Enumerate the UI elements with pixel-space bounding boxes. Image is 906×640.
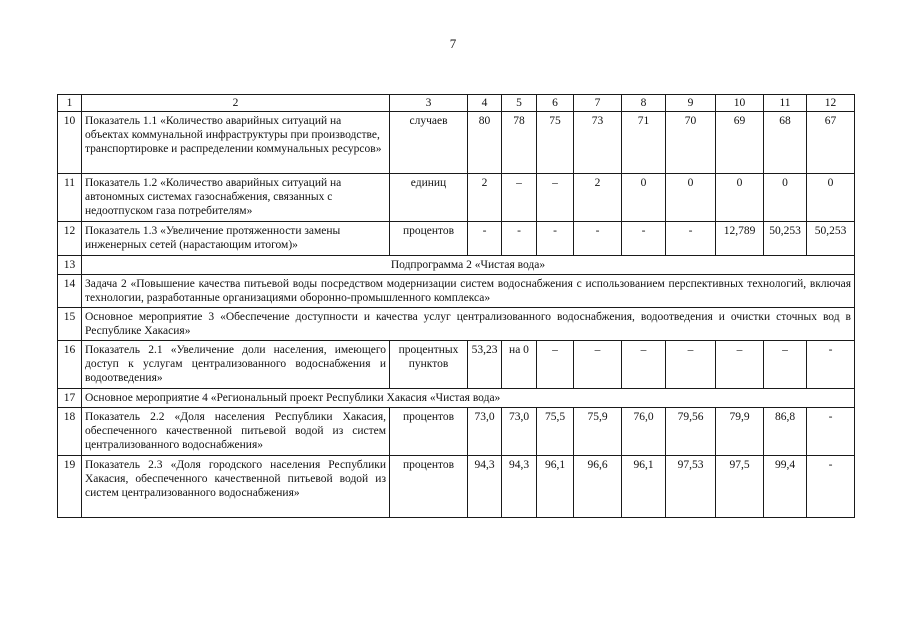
header-cell: 4 (468, 95, 502, 112)
value-cell: 0 (666, 174, 716, 222)
table-row (58, 256, 855, 275)
header-cell: 12 (807, 95, 855, 112)
table-row (58, 389, 855, 408)
value-cell: – (666, 341, 716, 389)
unit-cell: процентных пунктов (390, 341, 468, 389)
value-cell: - (502, 222, 537, 256)
activity-heading: Основное мероприятие 3 «Обеспечение доступности и качества услуг централизованного водоснабжения, водоотведения и очистки сточных вод в Республике Хакасия» (82, 308, 855, 341)
value-cell: 71 (622, 112, 666, 174)
table-row (58, 174, 855, 222)
value-cell: - (807, 408, 855, 456)
row-number: 10 (58, 112, 82, 174)
row-number: 14 (58, 275, 82, 308)
value-cell: - (807, 341, 855, 389)
header-cell: 6 (537, 95, 574, 112)
value-cell: 96,6 (574, 456, 622, 518)
row-number: 13 (58, 256, 82, 275)
activity-heading: Основное мероприятие 4 «Региональный проект Республики Хакасия «Чистая вода» (82, 389, 855, 408)
value-cell: - (666, 222, 716, 256)
value-cell: 53,23 (468, 341, 502, 389)
value-cell: 0 (807, 174, 855, 222)
row-number: 15 (58, 308, 82, 341)
value-cell: – (574, 341, 622, 389)
indicator-table (57, 94, 855, 518)
header-cell: 11 (764, 95, 807, 112)
table-row (58, 408, 855, 456)
table-row (58, 456, 855, 518)
unit-cell: единиц (390, 174, 468, 222)
value-cell: - (574, 222, 622, 256)
value-cell: - (807, 456, 855, 518)
indicator-name: Показатель 1.3 «Увеличение протяженности замены инженерных сетей (нарастающим итогом)» (82, 222, 390, 256)
unit-cell: случаев (390, 112, 468, 174)
value-cell: 80 (468, 112, 502, 174)
indicator-name: Показатель 2.1 «Увеличение доли населения, имеющего доступ к услугам централизованного водоснабжения и водоотведения» (82, 341, 390, 389)
value-cell: – (502, 174, 537, 222)
value-cell: – (537, 341, 574, 389)
value-cell: – (537, 174, 574, 222)
table-row (58, 275, 855, 308)
table-row (58, 222, 855, 256)
value-cell: - (468, 222, 502, 256)
indicator-name: Показатель 1.2 «Количество аварийных ситуаций на автономных системах газоснабжения, связанных с недоотпуском газа потребителям» (82, 174, 390, 222)
header-cell: 1 (58, 95, 82, 112)
value-cell: 75,9 (574, 408, 622, 456)
value-cell: 75,5 (537, 408, 574, 456)
value-cell: 50,253 (807, 222, 855, 256)
table-row (58, 308, 855, 341)
value-cell: - (622, 222, 666, 256)
header-cell: 9 (666, 95, 716, 112)
value-cell: 67 (807, 112, 855, 174)
indicator-name: Показатель 1.1 «Количество аварийных ситуаций на объектах коммунальной инфраструктуры при производстве, транспортировке и распределении коммунальных ресурсов» (82, 112, 390, 174)
indicator-name: Показатель 2.2 «Доля населения Республики Хакасия, обеспеченного качественной питьевой водой из систем централизованного водоснабжения» (82, 408, 390, 456)
row-number: 12 (58, 222, 82, 256)
unit-cell: процентов (390, 456, 468, 518)
header-cell: 8 (622, 95, 666, 112)
value-cell: 73,0 (468, 408, 502, 456)
row-number: 19 (58, 456, 82, 518)
value-cell: 50,253 (764, 222, 807, 256)
value-cell: 94,3 (502, 456, 537, 518)
header-cell: 3 (390, 95, 468, 112)
value-cell: на 0 (502, 341, 537, 389)
table-row (58, 341, 855, 389)
page-number: 7 (449, 36, 457, 51)
subprogram-heading: Подпрограмма 2 «Чистая вода» (82, 256, 855, 275)
value-cell: 69 (716, 112, 764, 174)
value-cell: - (537, 222, 574, 256)
value-cell: – (622, 341, 666, 389)
value-cell: 73 (574, 112, 622, 174)
table-header-row (58, 95, 855, 112)
value-cell: 96,1 (537, 456, 574, 518)
value-cell: 2 (574, 174, 622, 222)
header-cell: 2 (82, 95, 390, 112)
value-cell: 97,5 (716, 456, 764, 518)
value-cell: 76,0 (622, 408, 666, 456)
value-cell: – (764, 341, 807, 389)
value-cell: 78 (502, 112, 537, 174)
value-cell: 0 (716, 174, 764, 222)
value-cell: 86,8 (764, 408, 807, 456)
unit-cell: процентов (390, 222, 468, 256)
header-cell: 10 (716, 95, 764, 112)
value-cell: 73,0 (502, 408, 537, 456)
value-cell: 70 (666, 112, 716, 174)
header-cell: 7 (574, 95, 622, 112)
row-number: 18 (58, 408, 82, 456)
value-cell: 97,53 (666, 456, 716, 518)
value-cell: 79,56 (666, 408, 716, 456)
value-cell: 94,3 (468, 456, 502, 518)
value-cell: 68 (764, 112, 807, 174)
value-cell: – (716, 341, 764, 389)
value-cell: 75 (537, 112, 574, 174)
value-cell: 79,9 (716, 408, 764, 456)
value-cell: 99,4 (764, 456, 807, 518)
row-number: 17 (58, 389, 82, 408)
task-heading: Задача 2 «Повышение качества питьевой воды посредством модернизации систем водоснабжения с использованием перспективных технологий, включая технологии, разработанные организациями оборонно-промышленного комплекса» (82, 275, 855, 308)
indicator-name: Показатель 2.3 «Доля городского населения Республики Хакасия, обеспеченного качественной питьевой водой из систем централизованного водоснабжения» (82, 456, 390, 518)
value-cell: 0 (622, 174, 666, 222)
value-cell: 12,789 (716, 222, 764, 256)
value-cell: 96,1 (622, 456, 666, 518)
header-cell: 5 (502, 95, 537, 112)
value-cell: 2 (468, 174, 502, 222)
row-number: 16 (58, 341, 82, 389)
table-row (58, 112, 855, 174)
value-cell: 0 (764, 174, 807, 222)
row-number: 11 (58, 174, 82, 222)
unit-cell: процентов (390, 408, 468, 456)
